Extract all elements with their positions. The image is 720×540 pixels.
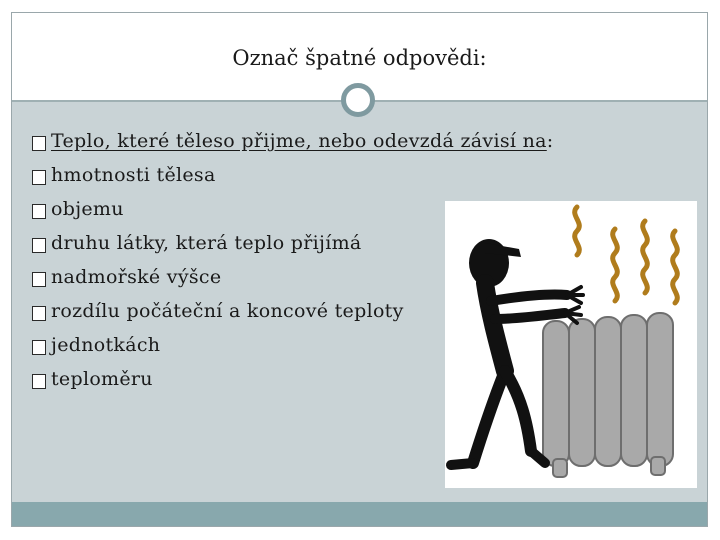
checkbox-icon[interactable] [32, 238, 46, 253]
answer-option[interactable] [32, 164, 632, 198]
heat-wave-icon [643, 221, 648, 293]
checkbox-icon [32, 136, 46, 151]
checkbox-icon[interactable] [32, 204, 46, 219]
checkbox-icon[interactable] [32, 272, 46, 287]
radiator-icon [543, 313, 673, 477]
ring-decoration-icon [341, 83, 375, 117]
question-text: Teplo, které těleso přijme, nebo odevzdá závisí na [51, 130, 547, 152]
heat-wave-icon [575, 207, 580, 255]
slide [11, 12, 708, 527]
answer-label: druhu látky, která teplo přijímá [51, 232, 362, 254]
slide-title: Označ špatné odpovědi: [232, 46, 487, 70]
person-at-radiator-icon [445, 201, 697, 488]
heat-wave-icon [613, 229, 618, 301]
answer-label: nadmořské výšce [51, 266, 222, 288]
answer-label: teploměru [51, 368, 153, 390]
answer-label: hmotnosti tělesa [51, 164, 216, 186]
checkbox-icon[interactable] [32, 306, 46, 321]
question-suffix: : [546, 130, 554, 152]
bottom-accent-bar [12, 502, 707, 526]
heat-wave-icon [673, 231, 678, 303]
checkbox-icon[interactable] [32, 374, 46, 389]
answer-label: jednotkách [51, 334, 161, 356]
checkbox-icon[interactable] [32, 340, 46, 355]
question-item [32, 130, 632, 164]
answer-label: rozdílu počáteční a koncové teploty [51, 300, 404, 322]
radiator-illustration [445, 201, 697, 488]
checkbox-icon[interactable] [32, 170, 46, 185]
answer-label: objemu [51, 198, 124, 220]
